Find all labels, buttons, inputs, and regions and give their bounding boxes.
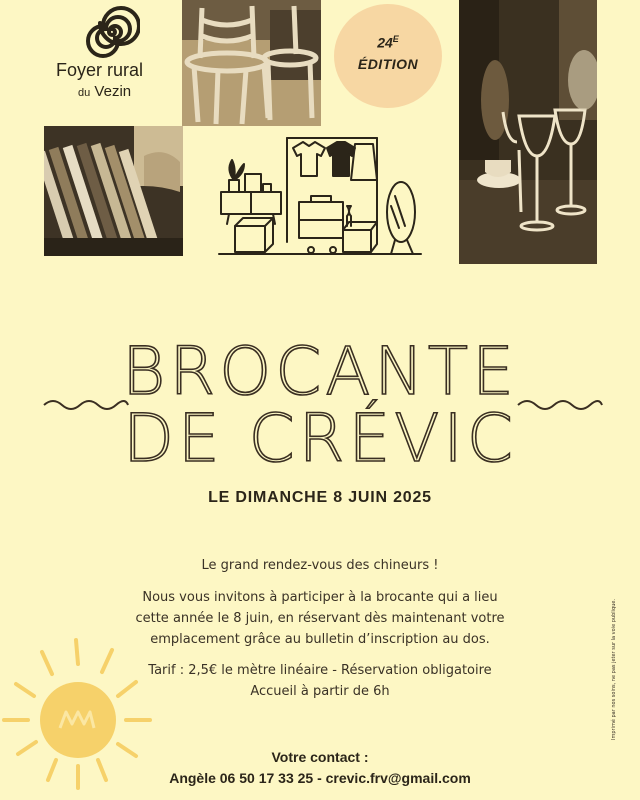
paragraph-line: emplacement grâce au bulletin d’inscription au dos. [150,632,490,647]
title-line1: BROCANTE [122,333,518,410]
tagline: Le grand rendez-vous des chineurs ! [201,558,439,573]
paragraph-line: Nous vous invitons à participer à la brocante qui a lieu [142,590,498,605]
tarif-info [100,660,540,702]
edition-badge [334,4,442,108]
foyer-rural-logo [44,0,182,126]
invitation-paragraph [100,587,540,650]
contact-details: Angèle 06 50 17 33 25 - crevic.frv@gmail.com [169,770,471,786]
glassware-photo [459,0,597,264]
contact-heading: Votre contact : [271,749,369,765]
spiral-logo-icon [84,4,140,60]
logo-text-line1: Foyer rural [56,60,144,80]
edition-label: ÉDITION [357,56,419,72]
vinyl-records-photo [44,126,183,256]
legal-text: Imprimé par nos soins, ne pas jeter sur la voie publique. [611,598,617,740]
paragraph-line: cette année le 8 juin, en réservant dès maintenant votre [135,611,505,626]
flea-market-illustration-icon [215,130,425,265]
legal-notice [611,580,621,740]
edition-number: $24^E$ [377,34,399,51]
event-date: LE DIMANCHE 8 JUIN 2025 [208,489,432,506]
logo-text-line2: du Vezin [78,83,132,100]
opening-time: Accueil à partir de 6h [250,684,390,699]
chairs-photo [182,0,321,126]
tarif-line: Tarif : 2,5€ le mètre linéaire - Réservation obligatoire [148,663,492,678]
title-line2: DE CRÉVIC [123,400,517,477]
